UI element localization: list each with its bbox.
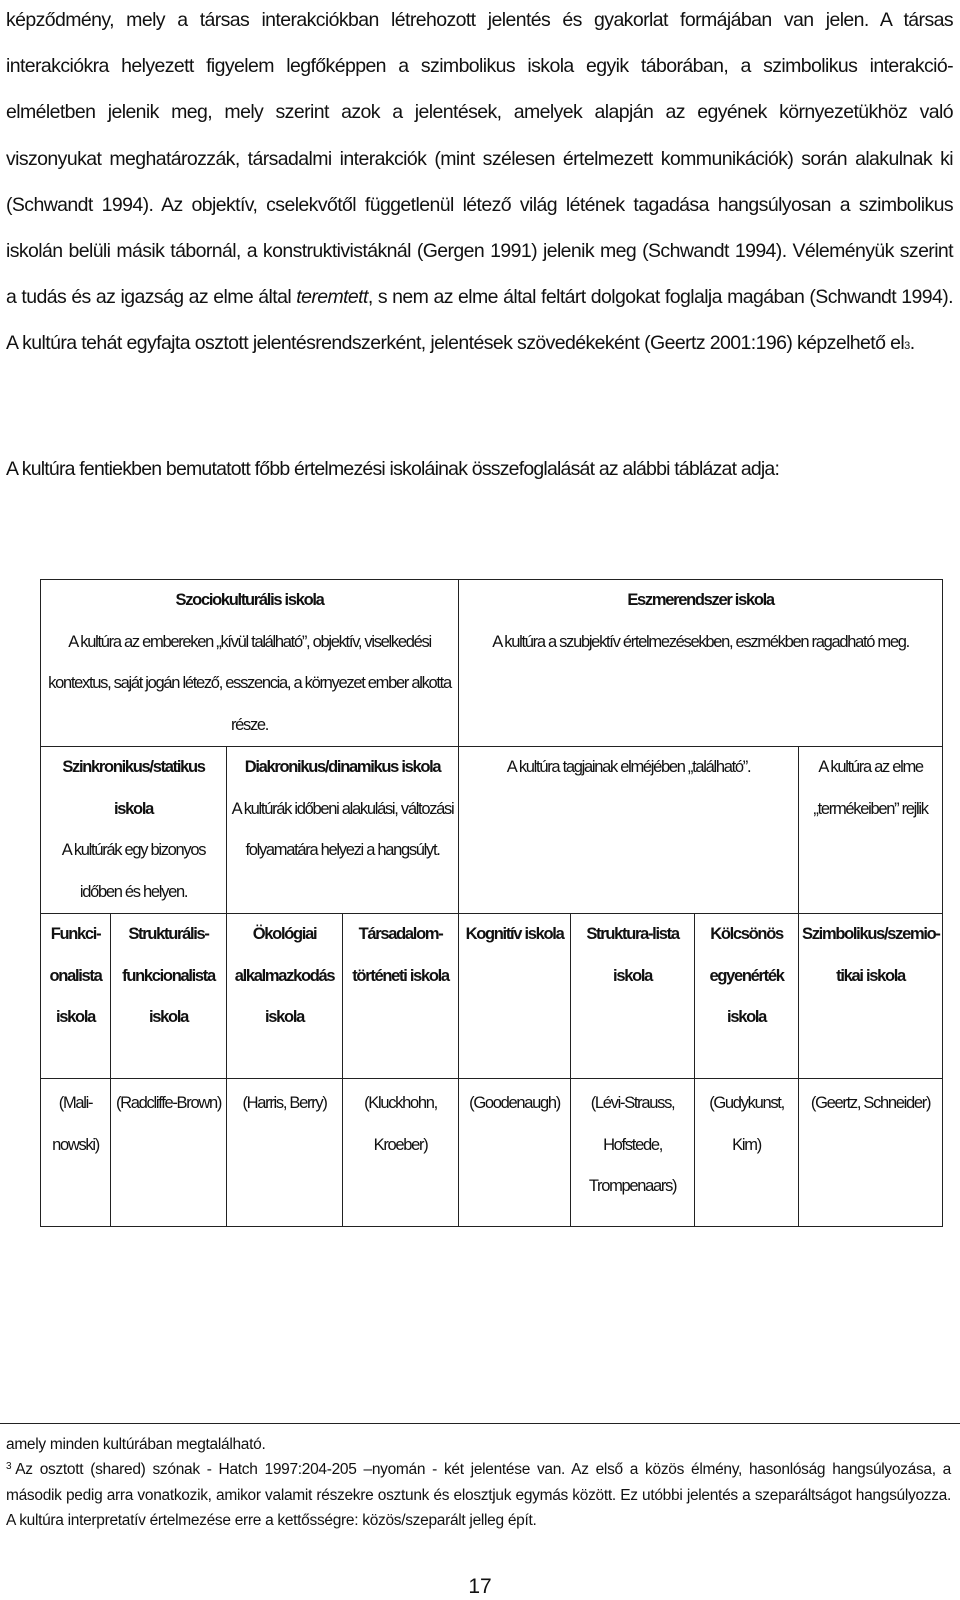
ideational-school-description: A kultúra a szubjektív értelmezésekben, eszmékben ragadható meg. bbox=[492, 632, 909, 651]
school-name-cell bbox=[695, 914, 799, 1079]
school-name: Struktura-lista iskola bbox=[586, 925, 679, 985]
mind-products-cell: A kultúra az elme „termékeiben” rejlik bbox=[799, 747, 943, 914]
culture-schools-table bbox=[40, 579, 943, 1227]
school-name-cell bbox=[111, 914, 227, 1079]
diachronic-school-description: A kultúrák időbeni alakulási, változási folyamatára helyezi a hangsúlyt. bbox=[231, 799, 454, 859]
sociocultural-school-title: Szociokulturális iskola bbox=[175, 591, 324, 609]
school-name-cell bbox=[571, 914, 695, 1079]
school-name: Ökológiai alkalmazkodás iskola bbox=[234, 925, 335, 1026]
footnote-reference: 3 bbox=[904, 340, 910, 353]
footnote-marker: 3 bbox=[6, 1460, 12, 1472]
body-paragraph bbox=[6, 0, 953, 370]
school-authors-cell: (Gudykunst, Kim) bbox=[695, 1079, 799, 1227]
school-authors-cell: (Lévi-Strauss, Hofstede, Trompenaars) bbox=[571, 1079, 695, 1227]
school-authors-cell: (Goodenaugh) bbox=[459, 1079, 571, 1227]
footnote-separator bbox=[0, 1423, 960, 1424]
school-name: Funkci-onalista iskola bbox=[49, 925, 102, 1026]
diachronic-school-cell bbox=[227, 747, 459, 914]
page-number: 17 bbox=[468, 1575, 492, 1598]
synchronic-school-description: A kultúrák egy bizonyos időben és helyen. bbox=[61, 841, 206, 901]
school-authors-cell: (Kluckhohn, Kroeber) bbox=[343, 1079, 459, 1227]
school-name: Kölcsönös egyenérték iskola bbox=[709, 925, 784, 1026]
body-text-part: képződmény, mely a társas interakciókban létrehozott jelentés és gyakorlat formájában van jelen. A társas interakciókra helyezett figyelem legfőképpen a szimbolikus iskola egyik táborában, a szimbolikus interakció-elméletben jelenik meg, mely szerint azok a jelentések, amelyek alapján az egyének környezetükhöz való viszonyukat meghatározzák, társadalmi interakciók (mint szélesen értelmezett kommunikációk) során alakulnak ki (Schwandt 1994). Az objektív, cselekvőtől függetlenül létező világ létének tagadása hangsúlyosan a szimbolikus iskolán belüli másik tábornál, a konstruktivistáknál (Gergen 1991) jelenik meg (Schwandt 1994). Véleményük szerint a tudás és az igazság az elme által bbox=[6, 9, 953, 309]
synchronic-school-title: Szinkronikus/statikus iskola bbox=[62, 758, 205, 818]
school-name: Szimbolikus/szemio-tikai iskola bbox=[802, 925, 940, 985]
footnotes bbox=[6, 1433, 951, 1533]
footnote-3 bbox=[6, 1458, 951, 1534]
sociocultural-school-cell bbox=[41, 580, 459, 747]
footnote-continuation: amely minden kultúrában megtalálható. bbox=[6, 1436, 266, 1453]
sociocultural-school-description: A kultúra az embereken „kívül található”, objektív, viselkedési kontextus, saját jogán létező, esszencia, a környezet ember alkotta része. bbox=[48, 632, 451, 734]
school-authors-cell: (Geertz, Schneider) bbox=[799, 1079, 943, 1227]
school-name-cell bbox=[799, 914, 943, 1079]
school-name: Társadalom-történeti iskola bbox=[352, 925, 449, 985]
school-name-cell bbox=[227, 914, 343, 1079]
school-name-cell bbox=[343, 914, 459, 1079]
members-mind-cell: A kultúra tagjainak elméjében „található”. bbox=[459, 747, 799, 914]
synchronic-school-cell bbox=[41, 747, 227, 914]
emphasis-word: teremtett bbox=[296, 286, 368, 309]
footnote-text: Az osztott (shared) szónak - Hatch 1997:204-205 –nyomán - két jelentése van. Az első a közös élmény, hasonlóság hangsúlyozása, a második pedig arra vonatkozik, amikor valamit részekre osztunk és elosztjuk egymás között. Ez utóbbi jelentés a szeparáltságot hangsúlyozza. A kultúra interpretatív értelmezése erre a kettősségre: közös/szeparált jelleg épít. bbox=[6, 1460, 951, 1529]
school-name: Strukturális-funkcionalista iskola bbox=[122, 925, 215, 1026]
school-authors-cell: (Harris, Berry) bbox=[227, 1079, 343, 1227]
body-text-part: , s nem az elme által feltárt dolgokat foglalja magában (Schwandt 1994). A kultúra tehát egyfajta osztott jelentésrendszerként, jelentések szövedékeként (Geertz 2001:196) képzelhető el bbox=[6, 286, 953, 355]
school-authors-cell: (Radcliffe-Brown) bbox=[111, 1079, 227, 1227]
table-intro-sentence: A kultúra fentiekben bemutatott főbb értelmezési iskoláinak összefoglalását az alábbi táblázat adja: bbox=[6, 458, 780, 480]
ideational-school-cell bbox=[459, 580, 943, 747]
diachronic-school-title: Diakronikus/dinamikus iskola bbox=[244, 758, 441, 776]
school-authors-cell: (Mali-nowski) bbox=[41, 1079, 111, 1227]
school-name-cell bbox=[41, 914, 111, 1079]
body-text-part: . bbox=[909, 332, 915, 355]
school-name-cell bbox=[459, 914, 571, 1079]
school-name: Kognitív iskola bbox=[465, 925, 564, 943]
ideational-school-title: Eszmerendszer iskola bbox=[627, 591, 774, 609]
